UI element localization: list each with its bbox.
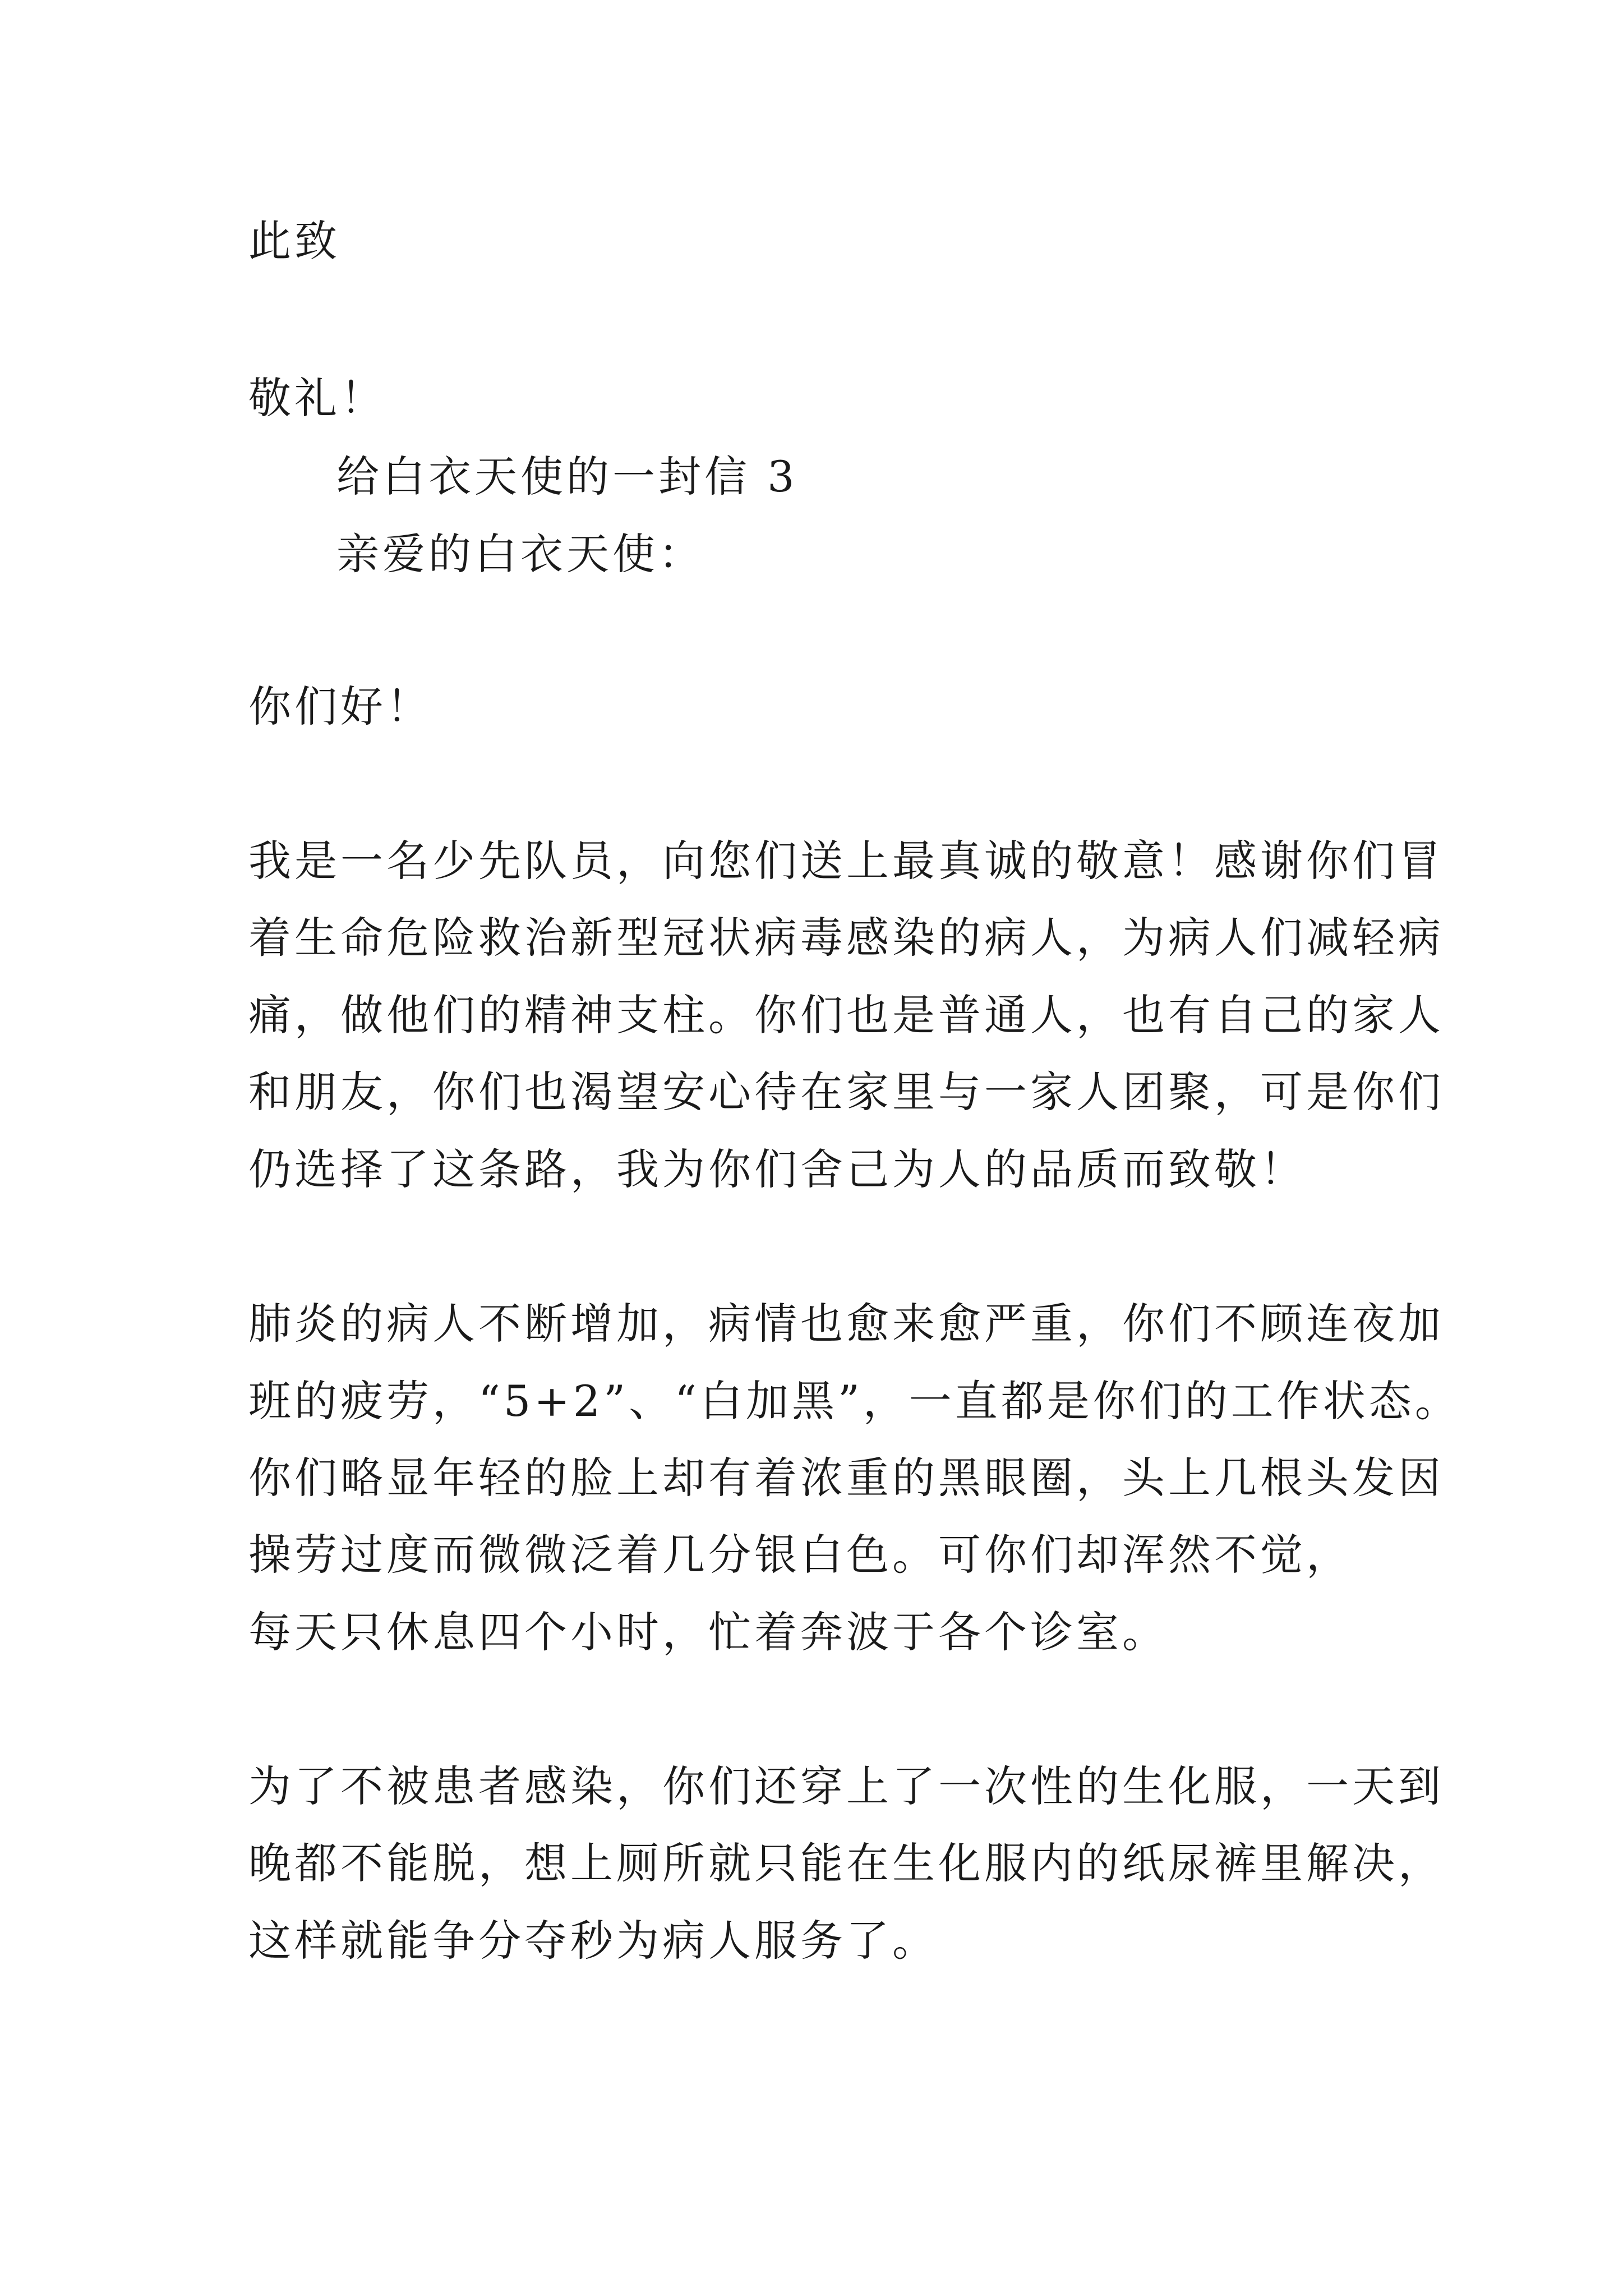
- paragraph-line: 你们略显年轻的脸上却有着浓重的黑眼圈，头上几根头发因: [248, 1453, 1444, 1503]
- paragraph-line: 晚都不能脱，想上厕所就只能在生化服内的纸尿裤里解决，: [248, 1838, 1444, 1888]
- paragraph-line: 班的疲劳，“5+2”、“白加黑”，一直都是你们的工作状态。: [248, 1376, 1461, 1426]
- paragraph-line: 仍选择了这条路，我为你们舍己为人的品质而致敬！: [248, 1144, 1306, 1194]
- paragraph-line: 操劳过度而微微泛着几分银白色。可你们却浑然不觉，: [248, 1530, 1352, 1580]
- letter-title: 给白衣天使的一封信 3: [336, 452, 798, 501]
- paragraph-line: 我是一名少先队员，向您们送上最真诚的敬意！感谢你们冒: [248, 836, 1444, 886]
- paragraph-line: 为了不被患者感染，你们还穿上了一次性的生化服，一天到: [248, 1761, 1444, 1811]
- salutation: 亲爱的白衣天使：: [336, 529, 704, 579]
- paragraph-line: 每天只休息四个小时，忙着奔波于各个诊室。: [248, 1607, 1168, 1657]
- closing-line-2: 敬礼！: [248, 373, 386, 423]
- greeting: 你们好！: [248, 682, 432, 731]
- paragraph-line: 肺炎的病人不断增加，病情也愈来愈严重，你们不顾连夜加: [248, 1299, 1444, 1349]
- paragraph-line: 着生命危险救治新型冠状病毒感染的病人，为病人们减轻病: [248, 913, 1444, 963]
- paragraph-line: 这样就能争分夺秒为病人服务了。: [248, 1916, 938, 1966]
- closing-line-1: 此致: [248, 216, 340, 266]
- paragraph-line: 痛，做他们的精神支柱。你们也是普通人，也有自己的家人: [248, 990, 1444, 1040]
- paragraph-line: 和朋友，你们也渴望安心待在家里与一家人团聚，可是你们: [248, 1067, 1444, 1117]
